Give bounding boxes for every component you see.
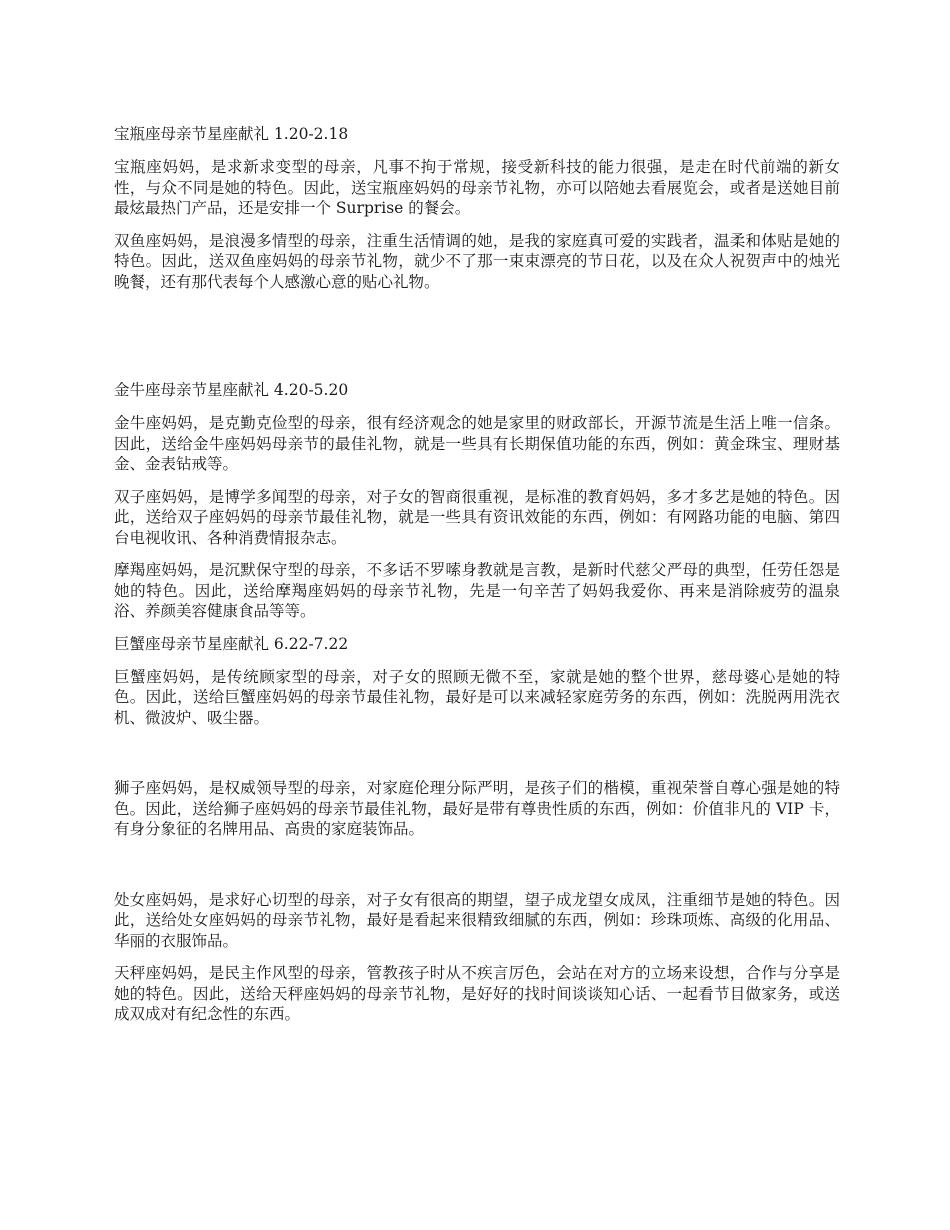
paragraph-aquarius: 宝瓶座妈妈，是求新求变型的母亲，凡事不拘于常规，接受新科技的能力很强，是走在时代前端的新女性，与众不同是她的特色。因此，送宝瓶座妈妈的母亲节礼物，亦可以陪她去看展览会，或者是送她目前最炫最热门产品，还是安排一个 Surprise 的餐会。 — [114, 158, 840, 217]
document-page — [114, 124, 840, 1037]
section-heading-taurus: 金牛座母亲节星座献礼 4.20-5.20 — [114, 381, 349, 399]
section-gap — [114, 304, 840, 380]
paragraph-virgo: 处女座妈妈，是求好心切型的母亲，对子女有很高的期望，望子成龙望女成凤，注重细节是她的特色。因此，送给处女座妈妈的母亲节礼物，最好是看起来很精致细腻的东西，例如：珍珠项炼、高级的化用品、华丽的衣服饰品。 — [114, 890, 840, 950]
paragraph-capricorn: 摩羯座妈妈，是沉默保守型的母亲，不多话不罗嗦身教就是言教，是新时代慈父严母的典型，任劳任怨是她的特色。因此，送给摩羯座妈妈的母亲节礼物，先是一句辛苦了妈妈我爱你、再来是消除疲劳的温泉浴、养颜美容健康食品等等。 — [114, 561, 840, 620]
paragraph-libra: 天秤座妈妈，是民主作风型的母亲，管教孩子时从不疾言厉色，会站在对方的立场来设想，合作与分享是她的特色。因此，送给天秤座妈妈的母亲节礼物，是好好的找时间谈谈知心话、一起看节目做家务，或送成双成对有纪念性的东西。 — [114, 964, 840, 1023]
section-gap — [114, 740, 840, 778]
paragraph-taurus: 金牛座妈妈，是克勤克俭型的母亲，很有经济观念的她是家里的财政部长，开源节流是生活上唯一信条。因此，送给金牛座妈妈母亲节的最佳礼物，就是一些具有长期保值功能的东西，例如：黄金珠宝、理财基金、金表钻戒等。 — [114, 414, 840, 473]
section-heading-cancer: 巨蟹座母亲节星座献礼 6.22-7.22 — [114, 634, 349, 653]
paragraph-cancer: 巨蟹座妈妈，是传统顾家型的母亲，对子女的照顾无微不至，家就是她的整个世界，慈母婆心是她的特色。因此，送给巨蟹座妈妈的母亲节最佳礼物，最好是可以来减轻家庭劳务的东西，例如：洗脱两用洗衣机、微波炉、吸尘器。 — [114, 667, 840, 727]
paragraph-pisces: 双鱼座妈妈，是浪漫多情型的母亲，注重生活情调的她，是我的家庭真可爱的实践者，温柔和体贴是她的特色。因此，送双鱼座妈妈的母亲节礼物，就少不了那一束束漂亮的节日花，以及在众人祝贺声中的烛光晚餐，还有那代表每个人感激心意的贴心礼物。 — [114, 231, 840, 291]
section-gap — [114, 852, 840, 890]
section-heading-aquarius: 宝瓶座母亲节星座献礼 1.20-2.18 — [114, 125, 349, 143]
paragraph-gemini: 双子座妈妈，是博学多闻型的母亲，对子女的智商很重视，是标准的教育妈妈，多才多艺是她的特色。因此，送给双子座妈妈的母亲节最佳礼物，就是一些具有资讯效能的东西，例如：有网路功能的电脑、第四台电视收讯、各种消费情报杂志。 — [114, 487, 840, 547]
paragraph-leo: 狮子座妈妈，是权威领导型的母亲，对家庭伦理分际严明，是孩子们的楷模，重视荣誉自尊心强是她的特色。因此，送给狮子座妈妈的母亲节最佳礼物，最好是带有尊贵性质的东西，例如：价值非凡的 VIP 卡，有身分象征的名牌用品、高贵的家庭装饰品。 — [114, 779, 840, 838]
